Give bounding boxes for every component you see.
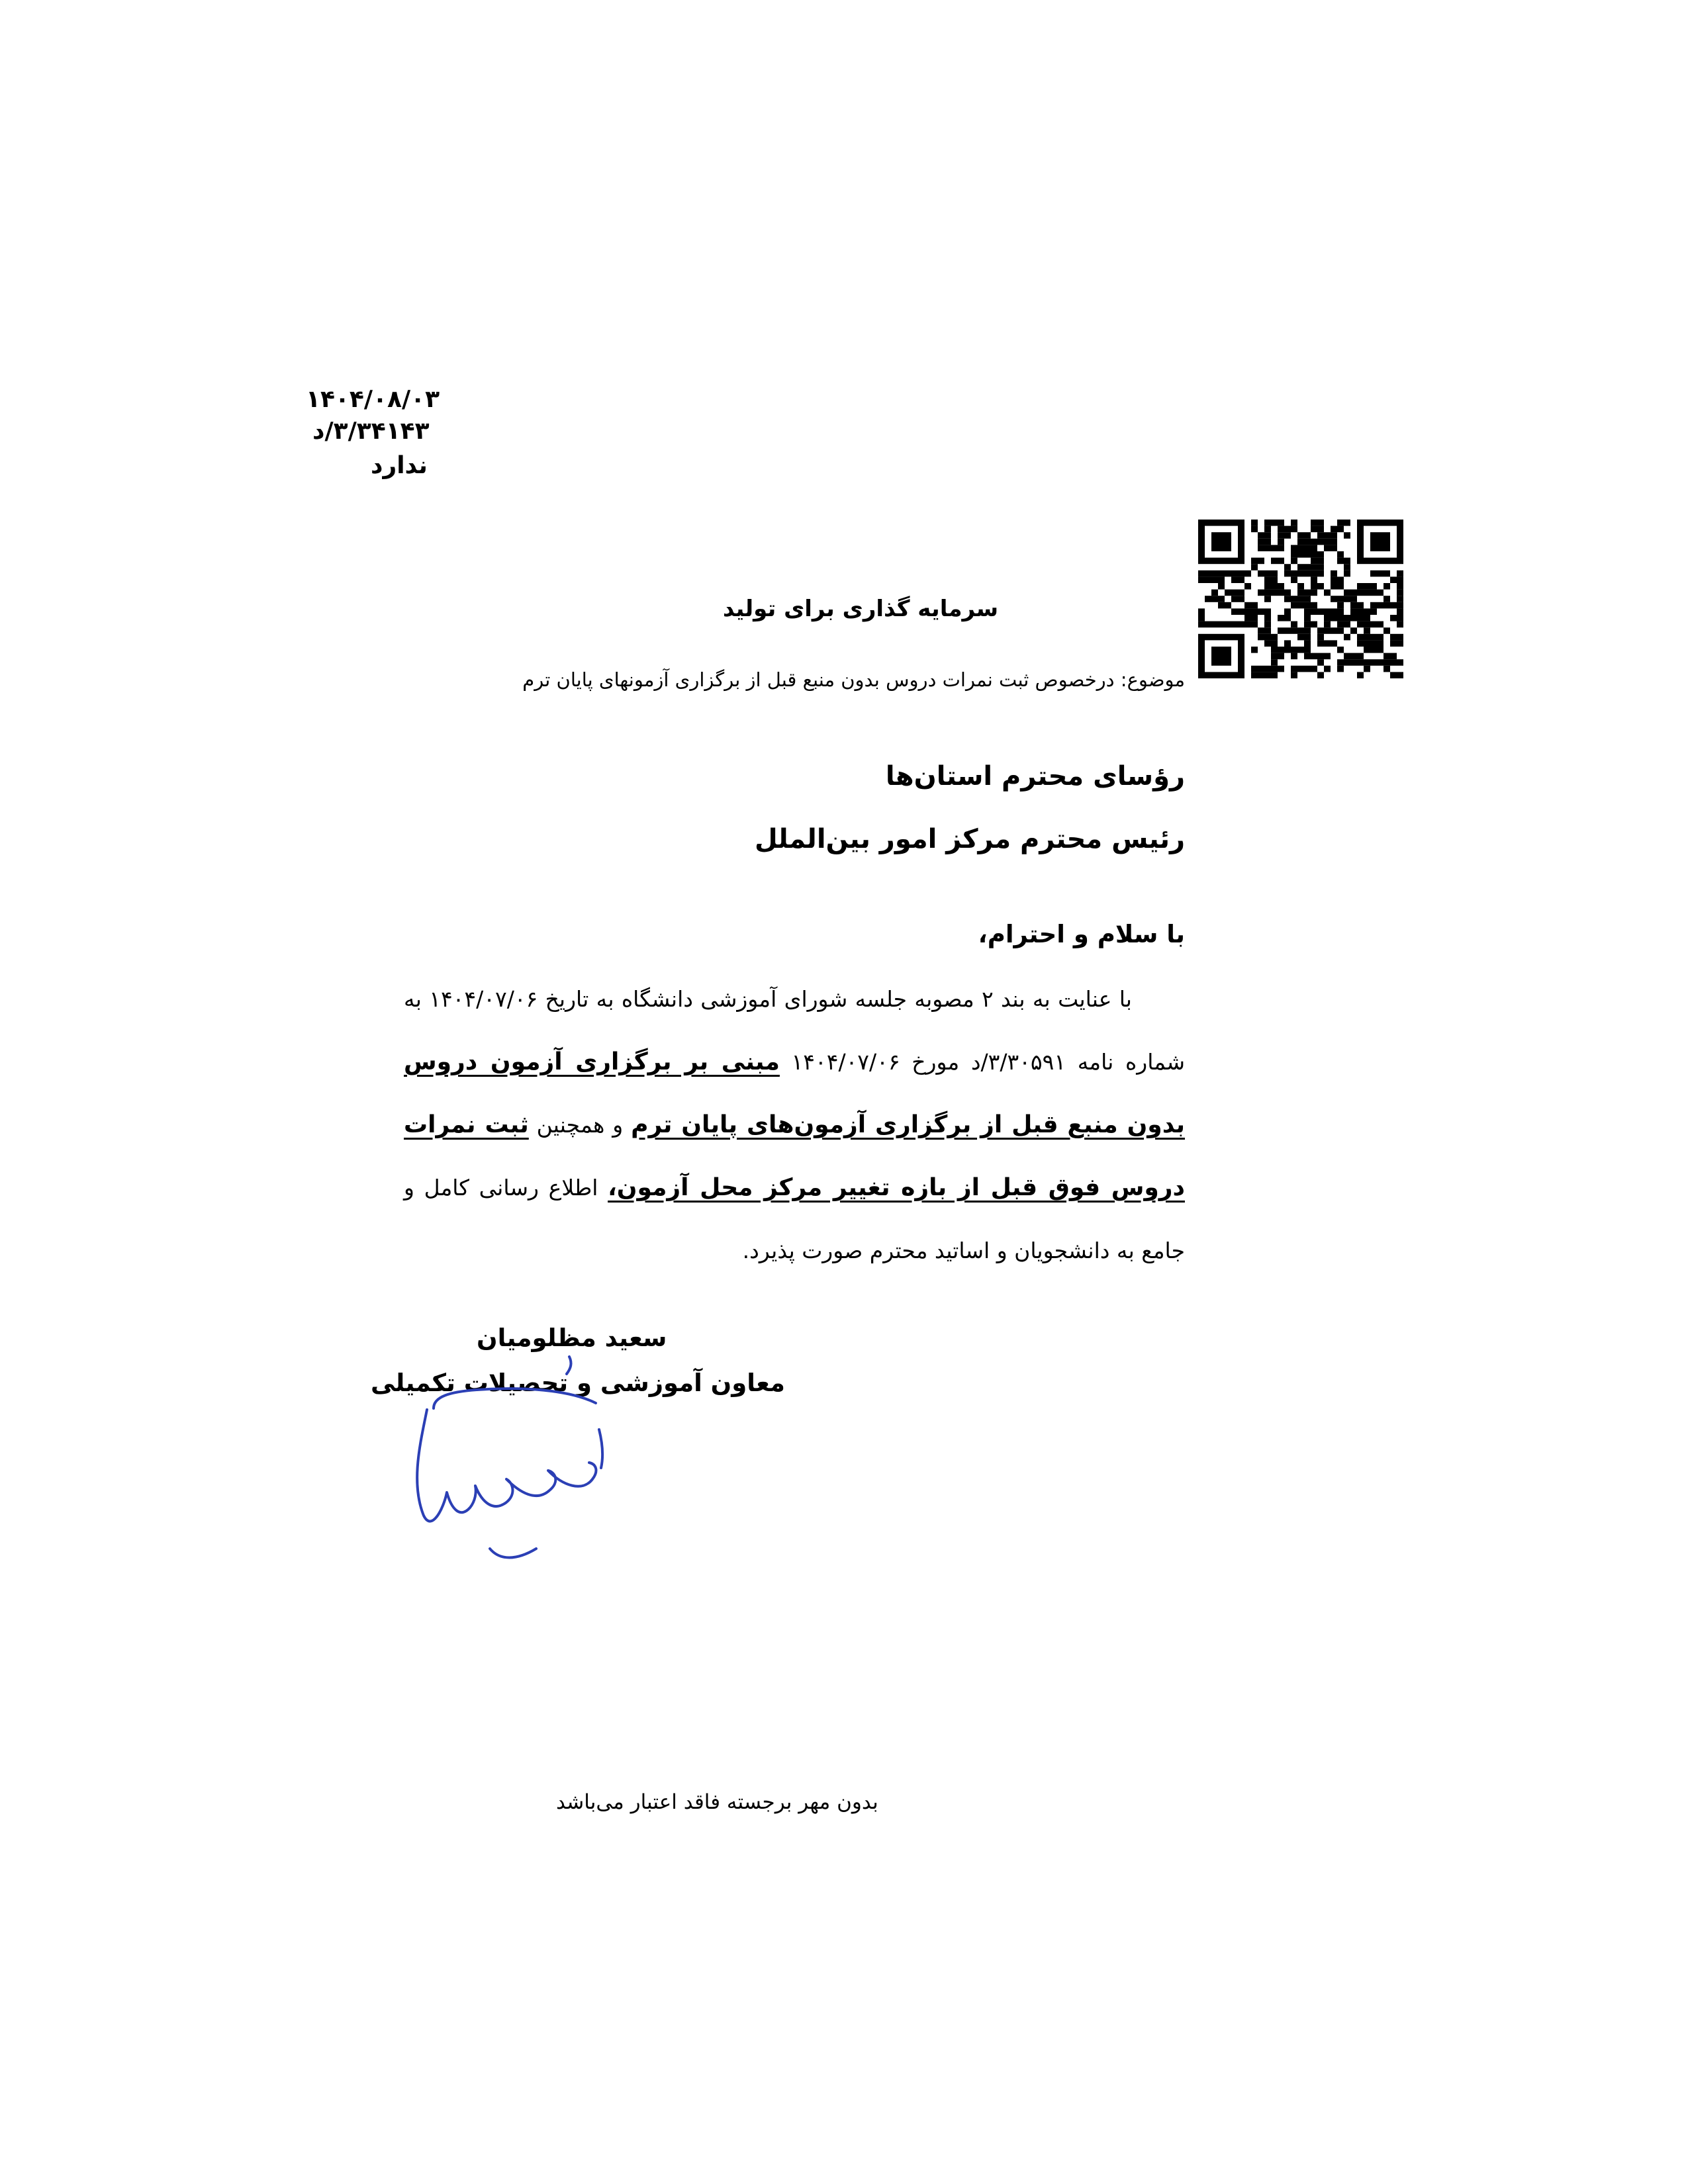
body-emphasis-1: مبنی بر برگزاری آزمون دروس بدون منبع قبل از برگزاری آزمون‌های پایان ترم [404, 1048, 1186, 1138]
body-text-3: اطلاع رسانی کامل و جامع به دانشجویان و اساتید محترم صورت پذیرد. [404, 1175, 1185, 1263]
greeting: با سلام و احترام، [978, 920, 1185, 948]
body-text-2: و همچنین [528, 1112, 632, 1138]
body-text-1: با عنایت به بند ۲ مصوبه جلسه شورای آموزشی دانشگاه به تاریخ ۱۴۰۴/۰۷/۰۶ به شماره نامه ۳/۳۰۵۹۱/د مورخ ۱۴۰۴/۰۷/۰۶ [404, 986, 1185, 1075]
qr-code-icon [1198, 520, 1403, 678]
letter-attachment: ندارد [371, 452, 428, 479]
letter-number: ۳/۳۴۱۴۳/د [312, 418, 430, 445]
slogan: سرمایه گذاری برای تولید [722, 596, 999, 622]
letter-subject: موضوع: درخصوص ثبت نمرات دروس بدون منبع قبل از برگزاری آزمونهای پایان ترم [522, 668, 1185, 691]
letter-body [404, 968, 1185, 1282]
signatory-title: معاون آموزشی و تحصیلات تکمیلی [371, 1369, 785, 1397]
footer-note: بدون مهر برجسته فاقد اعتبار می‌باشد [556, 1790, 878, 1814]
body-emphasis-2: ثبت نمرات دروس فوق قبل از بازه تغییر مرکز محل آزمون، [404, 1111, 1185, 1201]
handwritten-signature [371, 1350, 702, 1575]
letter-date: ۱۴۰۴/۰۸/۰۳ [306, 386, 440, 413]
addressee-international: رئیس محترم مرکز امور بین‌الملل [754, 824, 1185, 854]
signatory-name: سعید مظلومیان [477, 1324, 667, 1352]
addressee-provinces: رؤسای محترم استان‌ها [885, 761, 1185, 792]
